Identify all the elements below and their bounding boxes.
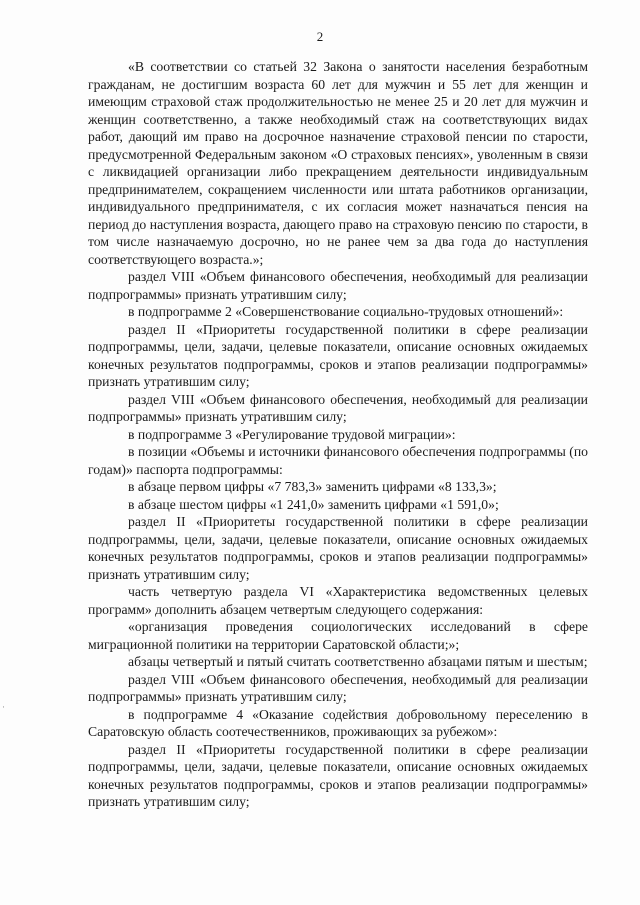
paragraph-9: в абзаце шестом цифры «1 241,0» заменить цифрами «1 591,0»; (128, 496, 499, 512)
paragraph-5: раздел VIII «Объем финансового обеспечения, необходимый для реализации подпрограммы» признать утратившим силу; (88, 391, 588, 424)
paragraph-6: в подпрограмме 3 «Регулирование трудовой миграции»: (128, 426, 456, 442)
document-body (88, 58, 588, 811)
paragraph-14: раздел VIII «Объем финансового обеспечения, необходимый для реализации подпрограммы» признать утратившим силу; (88, 671, 588, 704)
paragraph-15: в подпрограмме 4 «Оказание содействия добровольному переселению в Саратовскую область соотечественников, проживающих за рубежом»: (88, 706, 588, 739)
paragraph-8: в абзаце первом цифры «7 783,3» заменить цифрами «8 133,3»; (128, 479, 497, 494)
paragraph-10: раздел II «Приоритеты государственной политики в сфере реализации подпрограммы, цели, задачи, целевые показатели, описание основных ожидаемых конечных результатов подпрограммы, сроков и этапов реализации подпрограммы» признать утратившим силу; (88, 514, 588, 582)
paragraph-16: раздел II «Приоритеты государственной политики в сфере реализации подпрограммы, цели, задачи, целевые показатели, описание основных ожидаемых конечных результатов подпрограммы, сроков и этапов реализации подпрограммы» признать утратившим силу; (88, 741, 588, 809)
paragraph-3: в подпрограмме 2 «Совершенствование социально-трудовых отношений»: (128, 304, 564, 319)
paragraph-1: «В соответствии со статьей 32 Закона о занятости населения безработным гражданам, не достигшим возраста 60 лет для мужчин и 55 лет для женщин и имеющим страховой стаж продолжительностью не менее 25 и 20 лет для мужчин и женщин соответственно, а также необходимый стаж на соответствующих видах работ, дающий им право на досрочное назначение страховой пенсии по старости, предусмотренной Федеральным законом «О страховых пенсиях», уволенным в связи с ликвидацией организации либо прекращением деятельности индивидуальным предпринимателем, сокращением численности или штата работников организации, индивидуального предпринимателя, с их согласия может назначаться пенсия на период до наступления возраста, дающего право на страховую пенсию по старости, в том числе назначаемую досрочно, но не ранее чем за два года до наступления соответствующего возраста.»; (88, 59, 588, 267)
paragraph-7: в позиции «Объемы и источники финансового обеспечения подпрограммы (по годам)» паспорта подпрограммы: (88, 444, 588, 477)
paragraph-4: раздел II «Приоритеты государственной политики в сфере реализации подпрограммы, цели, задачи, целевые показатели, описание основных ожидаемых конечных результатов подпрограммы, сроков и этапов реализации подпрограммы» признать утратившим силу; (88, 321, 588, 389)
paragraph-13: абзацы четвертый и пятый считать соответственно абзацами пятым и шестым; (128, 654, 588, 669)
page-number: 2 (316, 29, 324, 44)
paragraph-2: раздел VIII «Объем финансового обеспечения, необходимый для реализации подпрограммы» признать утратившим силу; (88, 269, 588, 302)
paragraph-11: часть четвертую раздела VI «Характеристика ведомственных целевых программ» дополнить абзацем четвертым следующего содержания: (88, 584, 588, 617)
scan-margin-mark: · (2, 702, 5, 712)
paragraph-12: «организация проведения социологических исследований в сфере миграционной политики на территории Саратовской области;»; (88, 619, 588, 652)
